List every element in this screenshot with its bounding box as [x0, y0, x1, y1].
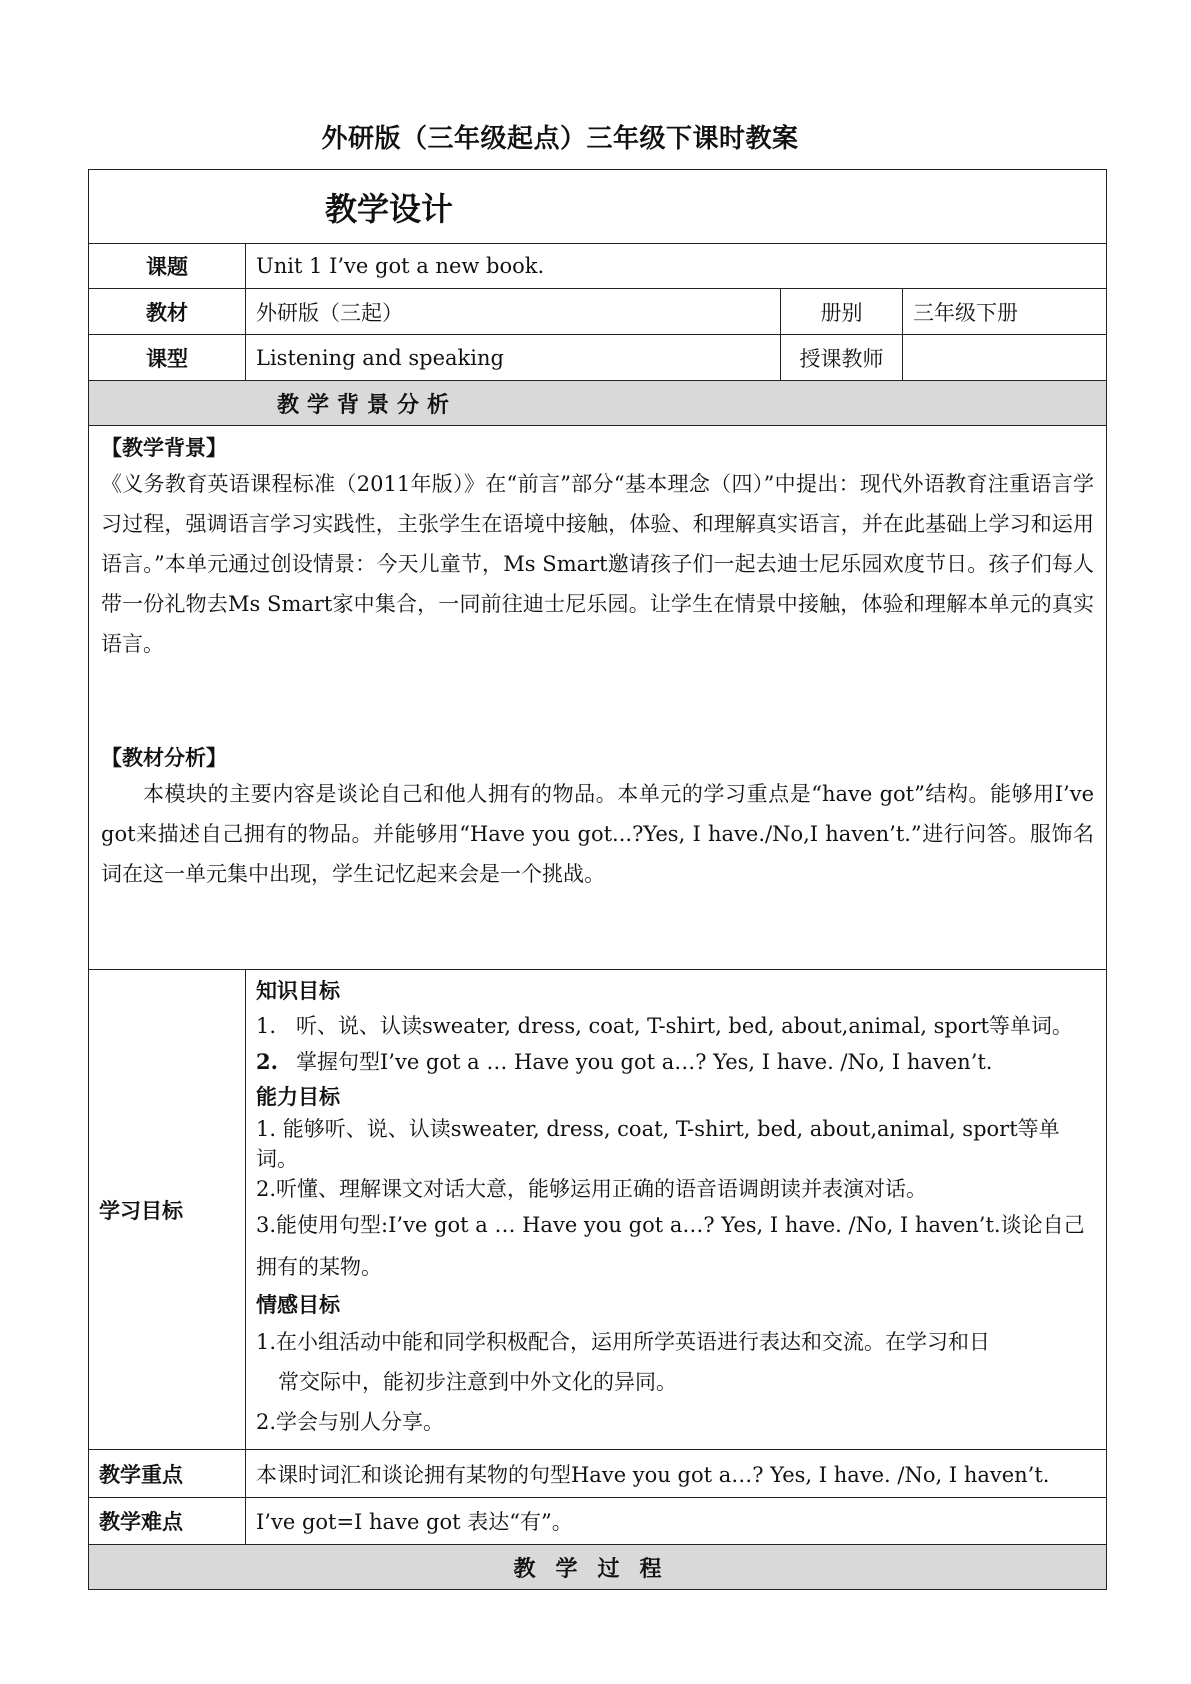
background-heading: 【教学背景】 [101, 436, 227, 460]
lesson-plan-table [88, 169, 1106, 1590]
knowledge-goal-2-text: 掌握句型I’ve got a … Have you got a…? Yes, I have. /No, I haven’t. [296, 1050, 993, 1074]
teacher-label: 授课教师 [781, 335, 903, 381]
knowledge-goal-2 [256, 1044, 1096, 1080]
goals-content [246, 970, 1107, 1450]
goals-label: 学习目标 [89, 970, 246, 1450]
difficulty-value: I’ve got=I have got 表达“有”。 [246, 1498, 1107, 1545]
emotion-goal-2: 2.学会与别人分享。 [256, 1410, 445, 1434]
teacher-value [903, 335, 1107, 381]
design-title: 教学设计 [89, 170, 1107, 244]
analysis-text: 本模块的主要内容是谈论自己和他人拥有的物品。本单元的学习重点是“have got”结构。能够用I’ve got来描述自己拥有的物品。并能够用“Have you got...?Yes, I have./No,I haven’t.”进行问答。服饰名词在这一单元集中出现，学生记忆起来会是一个挑战。 [101, 782, 1095, 886]
document-title: 外研版（三年级起点）三年级下课时教案 [321, 124, 799, 154]
volume-value: 三年级下册 [903, 289, 1107, 335]
volume-label: 册别 [781, 289, 903, 335]
background-text: 《义务教育英语课程标准（2011年版）》在“前言”部分“基本理念（四）”中提出：现代外语教育注重语言学习过程，强调语言学习实践性，主张学生在语境中接触，体验、和理解真实语言，并在此基础上学习和运用语言。”本单元通过创设情景：今天儿童节，Ms Smart邀请孩子们一起去迪士尼乐园欢度节日。孩子们每人带一份礼物去Ms Smart家中集合，一同前往迪士尼乐园。让学生在情景中接触，体验和理解本单元的真实语言。 [101, 472, 1095, 656]
ability-goal-3: 3.能使用句型:I’ve got a … Have you got a…? Yes, I have. /No, I haven’t.谈论自己拥有的某物。 [256, 1213, 1085, 1279]
type-value: Listening and speaking [246, 335, 781, 381]
knowledge-goal-1-number: 1. [256, 1014, 277, 1038]
knowledge-goal-1-text: 听、说、认读sweater, dress, coat, T-shirt, bed, about,animal, sport等单词。 [296, 1014, 1073, 1038]
knowledge-goal-heading: 知识目标 [256, 979, 340, 1003]
topic-label: 课题 [89, 244, 246, 289]
knowledge-goal-1 [256, 1008, 1096, 1044]
emotion-goal-1a: 1.在小组活动中能和同学积极配合，运用所学英语进行表达和交流。在学习和日 [256, 1330, 991, 1354]
type-label: 课型 [89, 335, 246, 381]
ability-goal-2: 2.听懂、理解课文对话大意，能够运用正确的语音语调朗读并表演对话。 [256, 1177, 928, 1201]
ability-goal-1: 1. 能够听、说、认读sweater, dress, coat, T-shirt, bed, about,animal, sport等单词。 [256, 1117, 1060, 1171]
process-section-header: 教学过程 [89, 1545, 1107, 1590]
analysis-heading: 【教材分析】 [101, 746, 227, 770]
topic-value: Unit 1 I’ve got a new book. [246, 244, 1107, 289]
material-label: 教材 [89, 289, 246, 335]
background-section-header: 教学背景分析 [89, 381, 1107, 426]
background-analysis-block [89, 426, 1107, 970]
material-value: 外研版（三起） [246, 289, 781, 335]
ability-goal-heading: 能力目标 [256, 1085, 340, 1109]
emotion-goal-1b: 常交际中，能初步注意到中外文化的异同。 [278, 1370, 677, 1394]
knowledge-goal-2-number: 2. [256, 1049, 278, 1074]
key-point-value: 本课时词汇和谈论拥有某物的句型Have you got a…? Yes, I have. /No, I haven’t. [246, 1450, 1107, 1498]
key-point-label: 教学重点 [89, 1450, 246, 1498]
difficulty-label: 教学难点 [89, 1498, 246, 1545]
emotion-goal-heading: 情感目标 [256, 1293, 340, 1317]
